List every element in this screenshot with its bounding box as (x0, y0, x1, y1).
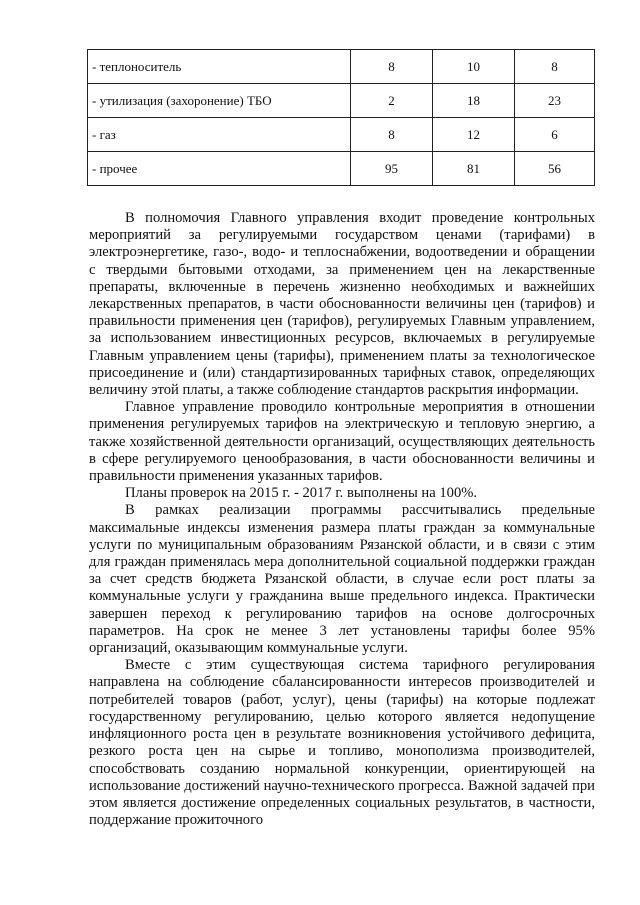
tariff-table (87, 49, 595, 186)
row-label: - утилизация (захоронение) ТБО (88, 84, 351, 118)
table-cell: 56 (514, 152, 594, 186)
row-label: - теплоноситель (88, 50, 351, 84)
row-label: - прочее (88, 152, 351, 186)
table-cell: 10 (433, 50, 515, 84)
row-label: - газ (88, 118, 351, 152)
paragraph: В рамках реализации программы рассчитывались предельные максимальные индексы изменения размера платы граждан за коммунальные услуги по муниципальным образованиям Рязанской области, и в связи с этим для граждан применялась мера дополнительной социальной поддержки граждан за счет средств бюджета Рязанской области, в случае если рост платы за коммунальные услуги у гражданина выше предельного индекса. Практически завершен переход к регулированию тарифов на основе долгосрочных параметров. На срок не менее 3 лет установлены тарифы более 95% организаций, оказывающим коммунальные услуги. (89, 502, 595, 657)
table-cell: 81 (433, 152, 515, 186)
table-cell: 12 (433, 118, 515, 152)
table-cell: 95 (351, 152, 433, 186)
table-row (88, 84, 595, 118)
document-body (89, 210, 595, 829)
table-row (88, 152, 595, 186)
table-cell: 2 (351, 84, 433, 118)
paragraph: Главное управление проводило контрольные мероприятия в отношении применения регулируемых тарифов на электрическую и тепловую энергию, а также хозяйственной деятельности организаций, осуществляющих деятельность в сфере регулируемого ценообразования, в части обоснованности величины и правильности применения указанных тарифов. (89, 399, 595, 485)
paragraph: В полномочия Главного управления входит проведение контрольных мероприятий за регулируемыми государством ценами (тарифами) в электроэнергетике, газо-, водо- и теплоснабжении, водоотведении и обращении с твердыми бытовыми отходами, за применением цен на лекарственные препараты, включенные в перечень жизненно необходимых и важнейших лекарственных препаратов, в части обоснованности величины цен (тарифов) и правильности применения цен (тарифов), регулируемых Главным управлением, за использованием инвестиционных ресурсов, включаемых в регулируемые Главным управлением цены (тарифы), применением платы за технологическое присоединение и (или) стандартизированных тарифных ставок, определяющих величину этой платы, а также соблюдение стандартов раскрытия информации. (89, 210, 595, 399)
table-row (88, 118, 595, 152)
table-cell: 6 (514, 118, 594, 152)
table-cell: 18 (433, 84, 515, 118)
table-cell: 8 (351, 50, 433, 84)
table-cell: 8 (514, 50, 594, 84)
table-cell: 23 (514, 84, 594, 118)
paragraph: Вместе с этим существующая система тарифного регулирования направлена на соблюдение сбалансированности интересов производителей и потребителей товаров (работ, услуг), цены (тарифы) на которые подлежат государственному регулированию, целью которого является недопущение инфляционного роста цен в результате возникновения устойчивого дефицита, резкого роста цен на сырье и топливо, монополизма производителей, способствовать созданию нормальной конкуренции, ориентирующей на использование достижений научно-технического прогресса. Важной задачей при этом является достижение определенных социальных результатов, в частности, поддержание прожиточного (89, 657, 595, 829)
table-row (88, 50, 595, 84)
table-cell: 8 (351, 118, 433, 152)
paragraph: Планы проверок на 2015 г. - 2017 г. выполнены на 100%. (125, 485, 478, 502)
